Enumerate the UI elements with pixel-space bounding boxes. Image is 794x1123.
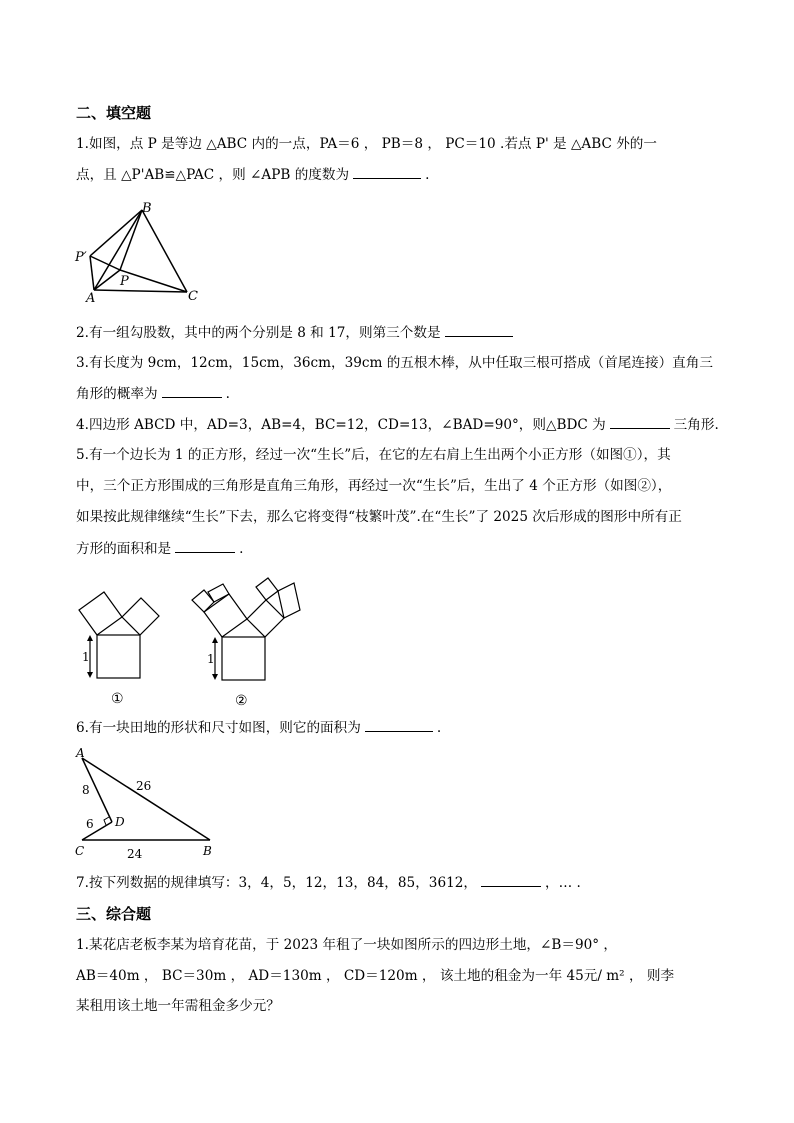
- q3-line-2-text: 角形的概率为: [76, 386, 158, 402]
- q6-label-d: D: [115, 815, 125, 829]
- q6-field-figure: [70, 744, 220, 862]
- q7-answer-blank[interactable]: [481, 872, 541, 887]
- q5-line-2: 中，三个正方形围成的三角形是直角三角形，再经过一次“生长”后，生出了 4 个正方形（如图②），: [76, 478, 672, 494]
- q1-label-p: P: [120, 274, 129, 289]
- q1-line-2-end: .: [425, 167, 430, 183]
- q5-line-3: 如果按此规律继续“生长”下去，那么它将变得“枝繁叶茂”.在“生长”了 2025 次后形成的图形中所有正: [76, 509, 682, 525]
- q1-label-p-prime: P′: [75, 250, 87, 265]
- q7-text: 7.按下列数据的规律填写：3，4，5，12，13，84，85，3612，: [76, 875, 477, 891]
- q1-answer-blank[interactable]: [353, 164, 421, 179]
- q6-label-b: B: [203, 844, 212, 858]
- section-fill-in-title: 二、填空题: [76, 104, 152, 122]
- q6-label-ab: 26: [136, 779, 152, 793]
- q4-text: 4.四边形 ABCD 中，AD=3，AB=4，BC=12，CD=13，∠BAD=90°，则△BDC 为: [76, 417, 606, 433]
- q6-label-a: A: [76, 746, 85, 760]
- q6-text: 6.有一块田地的形状和尺寸如图，则它的面积为: [76, 720, 361, 736]
- q2-text: 2.有一组勾股数，其中的两个分别是 8 和 17，则第三个数是: [76, 325, 441, 341]
- q6-text-end: .: [436, 720, 442, 736]
- q6-label-c: C: [75, 844, 85, 858]
- q1-triangle-figure: [70, 198, 210, 308]
- fig2-side-label: 1: [207, 652, 215, 666]
- q6-label-cb: 24: [127, 847, 143, 861]
- q5-figure-2: [178, 566, 328, 712]
- q3-answer-blank[interactable]: [162, 383, 222, 398]
- q1-line-2: [76, 164, 726, 185]
- q4-text-end: 三角形.: [673, 417, 719, 433]
- q1-line-1: 1.如图，点 P 是等边 △ABC 内的一点，PA＝6 ， PB＝8 ， PC＝10 .若点 P' 是 △ABC 外的一: [76, 136, 657, 152]
- q5-line-4-text: 方形的面积和是: [76, 541, 172, 557]
- q4-answer-blank[interactable]: [610, 414, 670, 429]
- c1-line-2: AB＝40m ， BC＝30m ， AD＝130m ， CD＝120m ， 该土地的租金为一年 45元/ m² ， 则李: [76, 968, 675, 984]
- fig1-side-label: 1: [82, 650, 90, 664]
- q1-label-b: B: [142, 201, 152, 216]
- q5-line-4-end: .: [239, 541, 244, 557]
- q6-label-ad: 8: [82, 783, 90, 797]
- q7-text-end: ，… .: [544, 875, 581, 891]
- q5-line-1: 5.有一个边长为 1 的正方形，经过一次“生长”后，在它的左右肩上生出两个小正方形（如图①），其: [76, 447, 671, 463]
- q5-line-4: [76, 538, 726, 559]
- c1-line-1: 1.某花店老板李某为培育花苗，于 2023 年租了一块如图所示的四边形土地，∠B＝90° ，: [76, 937, 617, 953]
- q1-label-c: C: [188, 289, 198, 304]
- q3-line-2: [76, 383, 726, 404]
- q3-line-1: 3.有长度为 9cm，12cm，15cm，36cm，39cm 的五根木棒，从中任取三根可搭成（首尾连接）直角三: [76, 355, 713, 371]
- q1-label-a: A: [86, 291, 96, 306]
- q4-line: [76, 414, 726, 435]
- q5-figure-1: [70, 584, 170, 710]
- q2-line: [76, 322, 726, 343]
- fig1-caption: ①: [111, 691, 124, 707]
- c1-line-3: 某租用该土地一年需租金多少元？: [76, 998, 280, 1014]
- q1-line-2-text: 点，且 △P'AB≌△PAC ，则 ∠APB 的度数为: [76, 167, 350, 183]
- q5-answer-blank[interactable]: [175, 538, 235, 553]
- fig2-caption: ②: [235, 693, 248, 709]
- section-comprehensive-title: 三、综合题: [76, 905, 152, 923]
- q7-line: [76, 872, 726, 893]
- q6-answer-blank[interactable]: [365, 717, 433, 732]
- q3-line-2-end: .: [225, 386, 230, 402]
- q2-answer-blank[interactable]: [445, 322, 513, 337]
- q6-line: [76, 717, 726, 738]
- q6-label-cd: 6: [86, 817, 94, 831]
